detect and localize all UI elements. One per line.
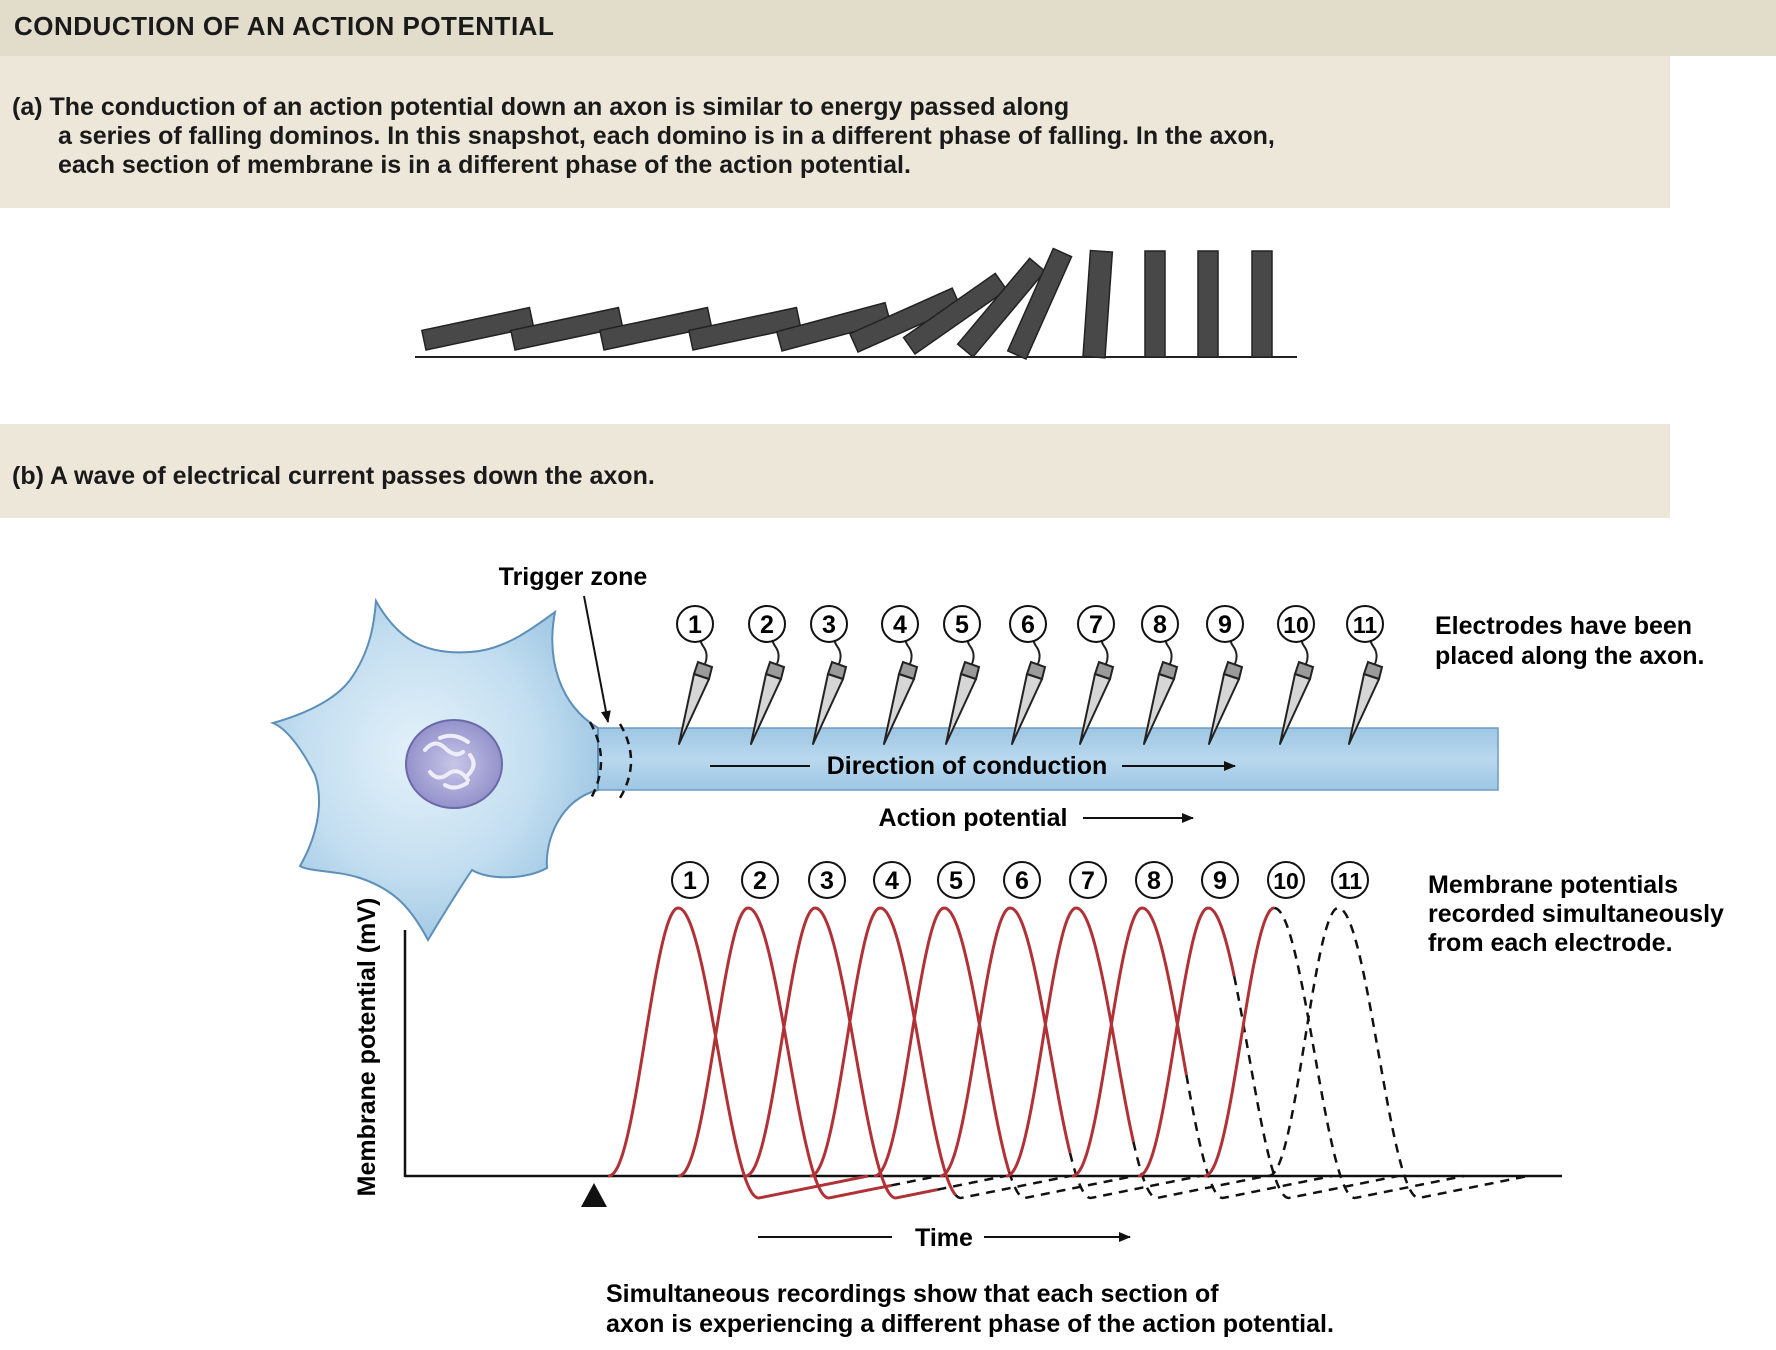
recorded-segment (874, 908, 1009, 1176)
electrode-array (677, 606, 1383, 744)
y-axis-label: Membrane potential (mV) (353, 897, 381, 1197)
electrode-2 (749, 606, 785, 744)
trace-number-5: 5 (949, 867, 963, 895)
panel-b-label: (b) (12, 462, 44, 490)
trace-1 (608, 908, 868, 1198)
membrane-label-line-1: Membrane potentials (1428, 871, 1679, 899)
nucleus (406, 720, 502, 808)
electrode-4 (882, 606, 918, 744)
recorded-segment (1006, 908, 1133, 1176)
trigger-zone-arrow (584, 596, 608, 722)
trace-5 (874, 908, 1134, 1198)
time-label: Time (915, 1224, 973, 1252)
trace-6 (940, 908, 1200, 1198)
recorded-segment (608, 908, 868, 1198)
trace-8 (1072, 908, 1332, 1198)
domino (1198, 251, 1218, 357)
trigger-zone-label: Trigger zone (498, 563, 648, 591)
panel-b-text: A wave of electrical current passes down the axon. (49, 462, 655, 490)
electrode-number: 11 (1352, 612, 1378, 638)
future-segment (1186, 1075, 1332, 1198)
electrode-number: 2 (760, 611, 774, 639)
caption-line-2: axon is experiencing a different phase of the action potential. (606, 1310, 1334, 1338)
panel-a-line-2: a series of falling dominos. In this snapshot, each domino is in a different phase of falling. In the axon, (58, 122, 1275, 150)
electrode-6 (1010, 606, 1046, 744)
electrode-10 (1278, 606, 1314, 744)
electrode-number: 5 (955, 611, 969, 639)
trace-9 (1138, 908, 1398, 1198)
electrode-number: 8 (1153, 611, 1167, 639)
electrode-number: 1 (688, 611, 702, 639)
trace-number-9: 9 (1213, 867, 1227, 895)
electrodes-label-line-2: placed along the axon. (1435, 642, 1705, 670)
recorded-segment (678, 908, 891, 1198)
future-segment (1234, 976, 1398, 1198)
trace-number-row (672, 862, 1368, 898)
panel-a-label: (a) (12, 93, 43, 121)
trace-number-11: 11 (1337, 868, 1363, 894)
electrode-number: 7 (1089, 611, 1103, 639)
electrode-8 (1142, 606, 1178, 744)
domino-row (415, 249, 1297, 359)
recorded-segment (810, 908, 956, 1195)
electrode-11 (1347, 606, 1383, 744)
membrane-label-line-2: recorded simultaneously (1428, 900, 1724, 928)
trace-number-8: 8 (1147, 867, 1161, 895)
electrode-number: 6 (1021, 611, 1035, 639)
figure-title: CONDUCTION OF AN ACTION POTENTIAL (14, 11, 555, 41)
electrode-9 (1207, 606, 1243, 744)
membrane-label-line-3: from each electrode. (1428, 929, 1673, 957)
electrode-5 (944, 606, 980, 744)
direction-label: Direction of conduction (826, 752, 1108, 780)
trace-number-7: 7 (1081, 867, 1095, 895)
electrode-1 (677, 606, 713, 744)
trace-number-10: 10 (1273, 868, 1299, 894)
trace-number-4: 4 (885, 867, 899, 895)
panel-a-line-3: each section of membrane is in a different phase of the action potential. (58, 151, 911, 179)
domino (1145, 251, 1165, 357)
trace-number-6: 6 (1015, 867, 1029, 895)
electrode-number: 3 (822, 611, 836, 639)
electrode-number: 9 (1218, 611, 1232, 639)
membrane-traces (608, 908, 1528, 1198)
electrodes-label-line-1: Electrodes have been (1435, 612, 1693, 640)
recorded-segment (1138, 908, 1234, 1176)
future-segment (891, 1176, 938, 1185)
electrode-number: 10 (1283, 612, 1309, 638)
electrode-7 (1078, 606, 1114, 744)
trace-number-2: 2 (753, 867, 767, 895)
electrode-number: 4 (893, 611, 907, 639)
trace-10 (1204, 908, 1464, 1198)
action-potential-label: Action potential (878, 804, 1068, 832)
recorded-segment (1072, 908, 1186, 1176)
stimulus-marker (581, 1183, 607, 1207)
trace-number-3: 3 (820, 867, 834, 895)
caption-line-1: Simultaneous recordings show that each section of (606, 1280, 1219, 1308)
panel-a-line-1: The conduction of an action potential down an axon is similar to energy passed along (49, 93, 1070, 121)
domino (1252, 251, 1272, 357)
trace-number-1: 1 (683, 867, 697, 895)
electrode-3 (811, 606, 847, 744)
recorded-segment (940, 908, 1070, 1176)
domino (1083, 250, 1112, 357)
trace-7 (1006, 908, 1266, 1198)
